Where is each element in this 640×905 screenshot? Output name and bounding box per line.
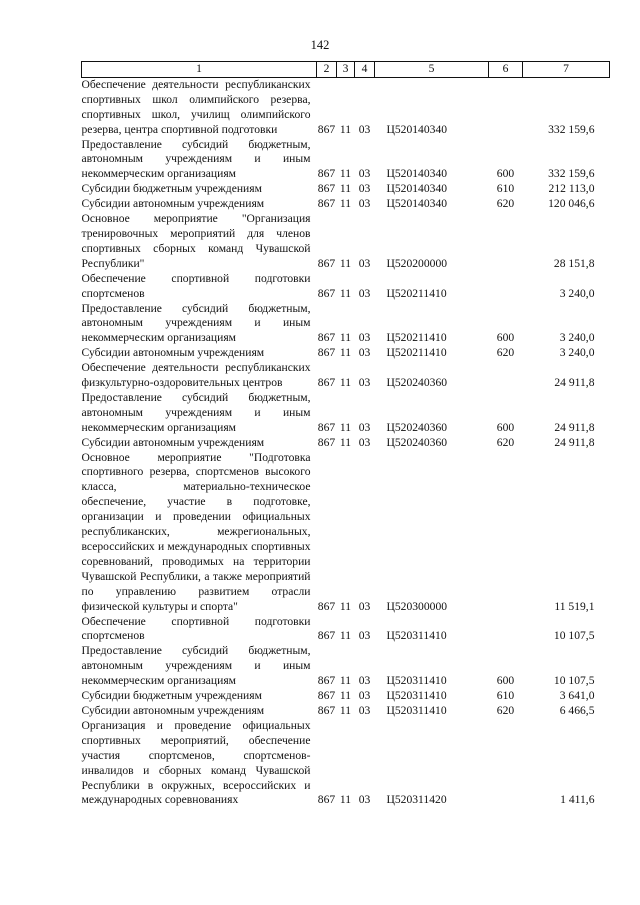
- row-ministry: 867: [317, 182, 336, 196]
- row-subsection: 03: [358, 286, 371, 300]
- header-col-6: 6: [489, 62, 523, 78]
- row-ministry: 867: [317, 346, 336, 360]
- row-expense-type: 620: [496, 435, 515, 449]
- row-ministry: 867: [317, 122, 336, 136]
- row-expense-type: [489, 212, 523, 272]
- row-amount: 10 107,5: [553, 674, 595, 688]
- row-section: 11: [339, 674, 352, 688]
- row-ministry: 867: [317, 703, 336, 717]
- row-ministry: 867: [317, 674, 336, 688]
- row-ministry: 867: [317, 435, 336, 449]
- row-name: Организация и проведение официальных спортивных мероприятий, обеспечение участия спортсменов, спортсменов-инвалидов и сборных команд Чувашской Республики в окружных, всероссийских и международных соревнованиях: [81, 718, 311, 807]
- row-name: Субсидии автономным учреждениям: [81, 197, 265, 211]
- row-section: 11: [339, 629, 352, 643]
- header-row: [82, 62, 610, 78]
- row-name: Обеспечение деятельности республиканских физкультурно-оздоровительных центров: [81, 361, 311, 390]
- table-row: [82, 272, 610, 302]
- row-expense-type: 620: [496, 197, 515, 211]
- row-expense-type: 620: [496, 703, 515, 717]
- row-section: 11: [339, 420, 352, 434]
- table-row: [82, 689, 610, 704]
- row-subsection: 03: [358, 674, 371, 688]
- row-section: 11: [339, 256, 352, 270]
- row-expense-type: [489, 272, 523, 302]
- table-row: [82, 346, 610, 361]
- row-expense-type: [489, 615, 523, 645]
- table-row: [82, 182, 610, 197]
- row-expense-type: [489, 361, 523, 391]
- row-expense-type: 610: [496, 182, 515, 196]
- row-amount: 24 911,8: [554, 420, 595, 434]
- row-amount: 11 519,1: [554, 599, 595, 613]
- table-row: [82, 615, 610, 645]
- row-section: 11: [339, 435, 352, 449]
- row-name: Основное мероприятие "Подготовка спортивного резерва, спортсменов высокого класса, материально-техническое обеспечение, участие в подготовке, организации и проведении официальных республиканских, межрегиональных, всероссийских и международных спортивных соревнований, проводимых на территории Чувашской Республики, а также мероприятий по управлению развитием отрасли физической культуры и спорта": [81, 450, 311, 613]
- header-col-4: 4: [355, 62, 375, 78]
- row-section: 11: [339, 599, 352, 613]
- row-amount: 6 466,5: [559, 703, 595, 717]
- row-expense-type: 600: [496, 420, 515, 434]
- row-amount: 24 911,8: [554, 376, 595, 390]
- row-name: Обеспечение спортивной подготовки спортсменов: [81, 614, 311, 643]
- row-target: Ц520140340: [386, 122, 448, 136]
- row-ministry: 867: [317, 420, 336, 434]
- row-name: Субсидии автономным учреждениям: [81, 435, 265, 449]
- row-name: Предоставление субсидий бюджетным, автономным учреждениям и иным некоммерческим организациям: [81, 301, 311, 345]
- row-target: Ц520300000: [386, 599, 448, 613]
- row-name: Субсидии автономным учреждениям: [81, 346, 265, 360]
- table-row: [82, 451, 610, 615]
- header-col-1: 1: [82, 62, 317, 78]
- row-subsection: 03: [358, 435, 371, 449]
- row-subsection: 03: [358, 331, 371, 345]
- row-name: Предоставление субсидий бюджетным, автономным учреждениям и иным некоммерческим организациям: [81, 644, 311, 688]
- row-amount: 10 107,5: [553, 629, 595, 643]
- row-amount: 3 240,0: [559, 331, 595, 345]
- table-row: [82, 644, 610, 689]
- row-section: 11: [339, 331, 352, 345]
- row-section: 11: [339, 703, 352, 717]
- row-subsection: 03: [358, 376, 371, 390]
- row-subsection: 03: [358, 182, 371, 196]
- row-amount: 3 240,0: [559, 286, 595, 300]
- row-subsection: 03: [358, 793, 371, 807]
- row-name: Обеспечение спортивной подготовки спортсменов: [81, 271, 311, 300]
- row-amount: 332 159,6: [548, 167, 595, 181]
- row-subsection: 03: [358, 420, 371, 434]
- row-target: Ц520311420: [386, 793, 447, 807]
- row-target: Ц520200000: [386, 256, 448, 270]
- row-target: Ц520140340: [386, 182, 448, 196]
- header-col-7: 7: [523, 62, 610, 78]
- table-row: [82, 719, 610, 808]
- table-row: [82, 361, 610, 391]
- row-target: Ц520211410: [386, 346, 447, 360]
- row-amount: 212 113,0: [548, 182, 595, 196]
- row-section: 11: [339, 167, 352, 181]
- row-subsection: 03: [358, 346, 371, 360]
- row-amount: 28 151,8: [553, 256, 595, 270]
- row-target: Ц520311410: [386, 689, 447, 703]
- row-name: Субсидии бюджетным учреждениям: [81, 689, 262, 703]
- row-name: Предоставление субсидий бюджетным, автономным учреждениям и иным некоммерческим организациям: [81, 137, 311, 181]
- row-expense-type: 620: [496, 346, 515, 360]
- row-expense-type: 600: [496, 674, 515, 688]
- row-target: Ц520211410: [386, 286, 447, 300]
- row-ministry: 867: [317, 689, 336, 703]
- row-expense-type: [489, 451, 523, 615]
- row-section: 11: [339, 197, 352, 211]
- row-amount: 3 240,0: [559, 346, 595, 360]
- row-section: 11: [339, 376, 352, 390]
- row-section: 11: [339, 122, 352, 136]
- row-name: Предоставление субсидий бюджетным, автономным учреждениям и иным некоммерческим организациям: [81, 390, 311, 434]
- row-name: Обеспечение деятельности республиканских спортивных школ олимпийского резерва, спортивных школ, училищ олимпийского резерва, центра спортивной подготовки: [81, 77, 311, 136]
- table-row: [82, 391, 610, 436]
- row-subsection: 03: [358, 599, 371, 613]
- row-section: 11: [339, 689, 352, 703]
- row-name: Субсидии автономным учреждениям: [81, 703, 265, 717]
- row-amount: 1 411,6: [560, 793, 595, 807]
- row-expense-type: 610: [496, 689, 515, 703]
- row-subsection: 03: [358, 256, 371, 270]
- row-expense-type: [489, 719, 523, 808]
- row-ministry: 867: [317, 256, 336, 270]
- row-expense-type: 600: [496, 167, 515, 181]
- row-target: Ц520240360: [386, 435, 448, 449]
- row-ministry: 867: [317, 167, 336, 181]
- table-row: [82, 138, 610, 183]
- row-ministry: 867: [317, 331, 336, 345]
- row-target: Ц520240360: [386, 376, 448, 390]
- row-subsection: 03: [358, 703, 371, 717]
- row-expense-type: [489, 77, 523, 137]
- page-number: 142: [310, 38, 330, 52]
- row-subsection: 03: [358, 629, 371, 643]
- row-ministry: 867: [317, 376, 336, 390]
- table-row: [82, 212, 610, 272]
- row-target: Ц520311410: [386, 703, 447, 717]
- row-target: Ц520240360: [386, 420, 448, 434]
- row-section: 11: [339, 793, 352, 807]
- row-name: Основное мероприятие "Организация тренировочных мероприятий для членов спортивных сборных команд Чувашской Республики": [81, 212, 311, 270]
- row-target: Ц520140340: [386, 197, 448, 211]
- row-amount: 3 641,0: [559, 689, 595, 703]
- row-section: 11: [339, 182, 352, 196]
- row-subsection: 03: [358, 689, 371, 703]
- row-amount: 332 159,6: [548, 122, 595, 136]
- row-amount: 24 911,8: [554, 435, 595, 449]
- row-ministry: 867: [317, 286, 336, 300]
- row-target: Ц520311410: [386, 629, 447, 643]
- table-row: [82, 77, 610, 137]
- header-col-2: 2: [317, 62, 337, 78]
- row-target: Ц520211410: [386, 331, 447, 345]
- row-name: Субсидии бюджетным учреждениям: [81, 182, 262, 196]
- row-subsection: 03: [358, 167, 371, 181]
- row-section: 11: [339, 346, 352, 360]
- table-row: [82, 302, 610, 347]
- row-amount: 120 046,6: [548, 197, 595, 211]
- header-col-3: 3: [337, 62, 355, 78]
- row-ministry: 867: [317, 793, 336, 807]
- row-target: Ц520140340: [386, 167, 448, 181]
- header-col-5: 5: [375, 62, 489, 78]
- row-section: 11: [339, 286, 352, 300]
- row-ministry: 867: [317, 599, 336, 613]
- row-subsection: 03: [358, 122, 371, 136]
- row-expense-type: 600: [496, 331, 515, 345]
- table-row: [82, 197, 610, 212]
- row-subsection: 03: [358, 197, 371, 211]
- row-target: Ц520311410: [386, 674, 447, 688]
- table-row: [82, 436, 610, 451]
- row-ministry: 867: [317, 629, 336, 643]
- table-row: [82, 704, 610, 719]
- budget-table: [81, 61, 610, 808]
- row-ministry: 867: [317, 197, 336, 211]
